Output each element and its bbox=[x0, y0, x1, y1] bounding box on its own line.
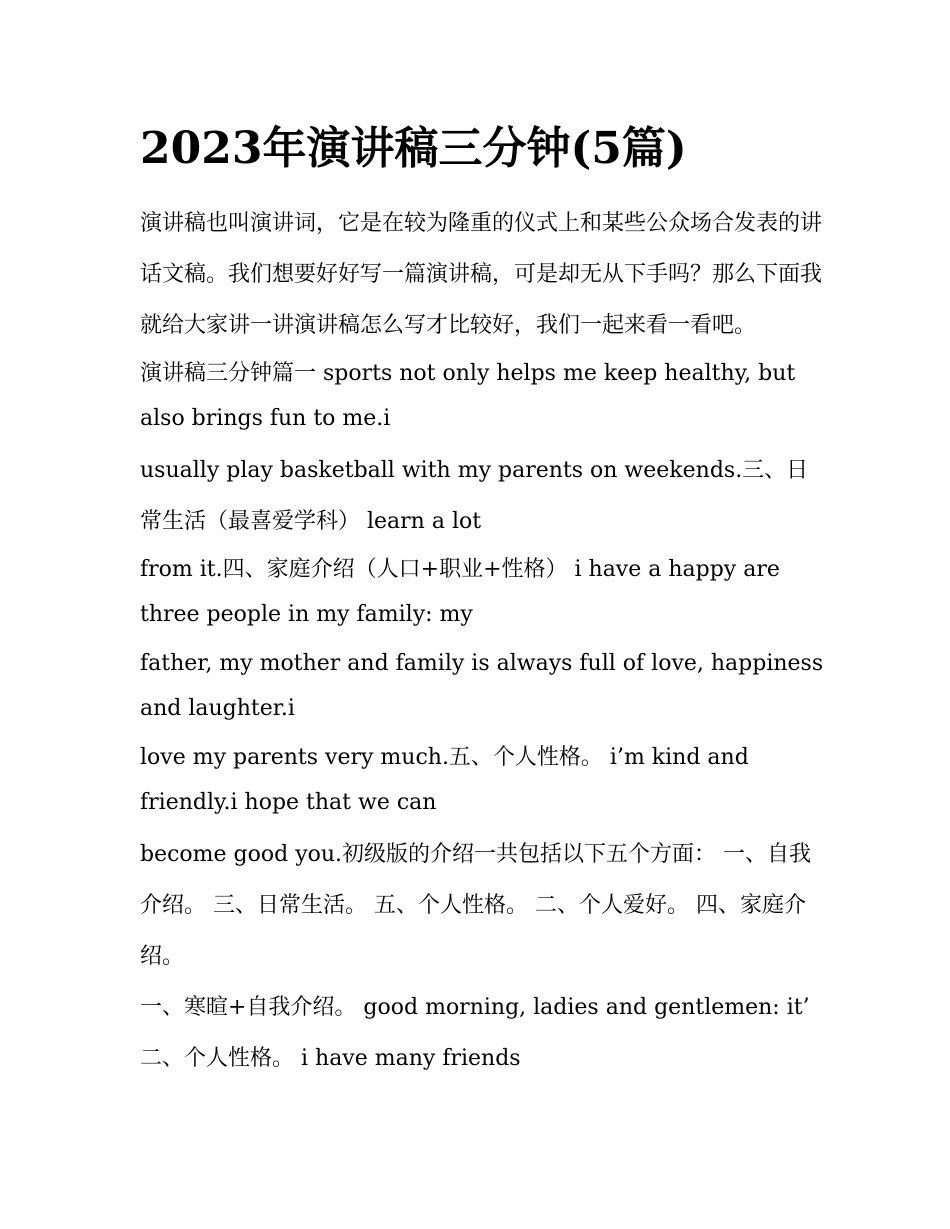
paragraph-personality: love my parents very much.五、个人性格。 i’m kind and friendly.i hope that we can bbox=[140, 745, 749, 815]
paragraph-daily-life: usually play basketball with my parents on weekends.三、日常生活（最喜爱学科） learn a lot bbox=[140, 458, 809, 534]
document-title: 2023年演讲稿三分钟(5篇) bbox=[140, 123, 687, 174]
paragraph-family-love: father, my mother and family is always full of love, happiness and laughter.i bbox=[140, 651, 824, 721]
paragraph-greeting: 一、寒暄+自我介绍。 good morning, ladies and gentlemen: it’ bbox=[140, 995, 810, 1020]
paragraph-friends: 二、个人性格。 i have many friends bbox=[140, 1046, 521, 1071]
document-page bbox=[140, 118, 830, 1084]
paragraph-five-aspects: become good you.初级版的介绍一共包括以下五个方面： 一、自我介绍。 三、日常生活。 五、个人性格。 二、个人爱好。 四、家庭介绍。 bbox=[140, 842, 812, 969]
paragraph-intro: 演讲稿也叫演讲词，它是在较为隆重的仪式上和某些公众场合发表的讲话文稿。我们想要好好写一篇演讲稿，可是却无从下手吗？那么下面我就给大家讲一讲演讲稿怎么写才比较好，我们一起来看一看吧。 bbox=[140, 211, 823, 338]
paragraph-family-intro: from it.四、家庭介绍（人口+职业+性格） i have a happy are three people in my family: my bbox=[140, 557, 780, 627]
paragraph-speech-one: 演讲稿三分钟篇一 sports not only helps me keep healthy, but also brings fun to me.i bbox=[140, 361, 796, 431]
